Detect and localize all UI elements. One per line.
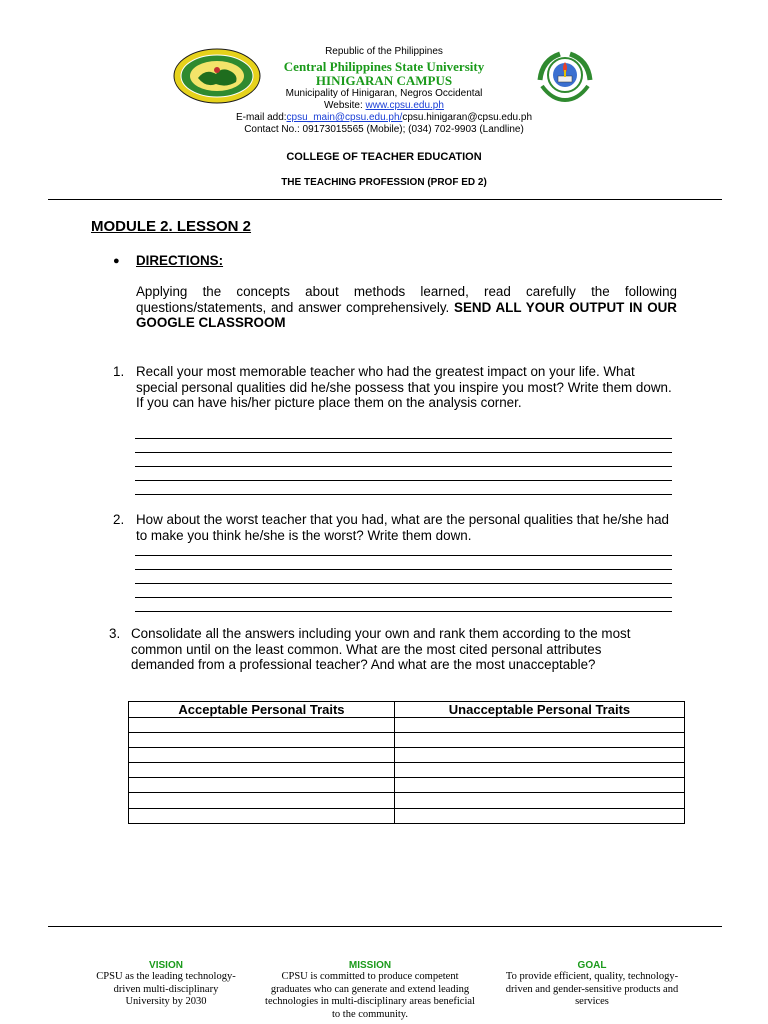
mission-text: CPSU is committed to produce competent graduates who can generate and extend leading technologies in multi-disciplinary areas beneficial to the community.	[265, 971, 475, 1020]
website-label: Website:	[324, 100, 366, 111]
answer-line	[135, 438, 672, 439]
table-row	[129, 793, 685, 808]
answer-line	[135, 480, 672, 481]
vision-block	[58, 960, 274, 1009]
answer-line	[135, 555, 672, 556]
directions-text	[136, 284, 677, 331]
footer-divider	[48, 926, 722, 927]
unacceptable-trait-cell[interactable]	[394, 808, 684, 823]
directions-label: DIRECTIONS:	[136, 253, 224, 268]
republic-line: Republic of the Philippines	[325, 46, 443, 57]
campus-name: HINIGARAN CAMPUS	[315, 73, 453, 88]
vision-label: VISION	[149, 960, 183, 971]
question-1-text: Recall your most memorable teacher who had the greatest impact on your life. What special personal qualities did he/she possess that you inspire you most? Write them down. If you can have his/her picture place them on the analysis corner.	[136, 364, 672, 410]
municipality-line: Municipality of Hinigaran, Negros Occidental	[285, 88, 483, 99]
answer-line	[135, 569, 672, 570]
table-row	[129, 808, 685, 823]
traits-header-row	[129, 702, 685, 718]
acceptable-trait-cell[interactable]	[129, 763, 395, 778]
question-3-number: 3.	[109, 626, 121, 641]
email-line	[0, 112, 768, 123]
header-divider	[48, 199, 722, 200]
unacceptable-traits-header: Unacceptable Personal Traits	[394, 702, 684, 718]
module-title: MODULE 2. LESSON 2	[91, 218, 252, 235]
contact-line: Contact No.: 09173015565 (Mobile); (034) 702-9903 (Landline)	[244, 124, 524, 135]
table-row	[129, 778, 685, 793]
acceptable-trait-cell[interactable]	[129, 808, 395, 823]
website-link[interactable]: www.cpsu.edu.ph	[365, 100, 444, 111]
table-row	[129, 733, 685, 748]
unacceptable-trait-cell[interactable]	[394, 748, 684, 763]
unacceptable-trait-cell[interactable]	[394, 778, 684, 793]
directions-body: Applying the concepts about methods learned, read carefully the following questions/statements, and answer comprehensively.	[136, 284, 677, 315]
goal-text: To provide efficient, quality, technology-driven and gender-sensitive products and services	[505, 971, 679, 1007]
acceptable-trait-cell[interactable]	[129, 748, 395, 763]
traits-table	[128, 701, 685, 824]
answer-line	[135, 494, 672, 495]
answer-line	[135, 597, 672, 598]
acceptable-trait-cell[interactable]	[129, 733, 395, 748]
goal-block	[484, 960, 700, 1009]
college-name: COLLEGE OF TEACHER EDUCATION	[286, 151, 482, 163]
email-link[interactable]: cpsu_main@cpsu.edu.ph/	[286, 112, 403, 123]
table-row	[129, 748, 685, 763]
email-label: E-mail add:	[235, 112, 287, 123]
acceptable-traits-header: Acceptable Personal Traits	[129, 702, 395, 718]
table-row	[129, 763, 685, 778]
question-2-text: How about the worst teacher that you had, what are the personal qualities that he/she had to make you think he/she is the worst? Write them down.	[136, 512, 669, 543]
unacceptable-trait-cell[interactable]	[394, 733, 684, 748]
question-3-text: Consolidate all the answers including your own and rank them according to the most common until on the least common. What are the most cited personal attributes demanded from a professional teacher? And what are the most unacceptable?	[131, 626, 631, 672]
goal-label: GOAL	[577, 960, 607, 971]
unacceptable-trait-cell[interactable]	[394, 793, 684, 808]
acceptable-trait-cell[interactable]	[129, 718, 395, 733]
university-name: Central Philippines State University	[283, 59, 485, 74]
directions-bullet: ●	[113, 255, 120, 267]
vision-text: CPSU as the leading technology-driven multi-disciplinary University by 2030	[96, 971, 236, 1007]
directions-emphasis: SEND ALL YOUR OUTPUT IN OUR GOOGLE CLASSROOM	[136, 299, 677, 330]
unacceptable-trait-cell[interactable]	[394, 718, 684, 733]
question-2-number: 2.	[113, 512, 125, 527]
unacceptable-trait-cell[interactable]	[394, 763, 684, 778]
table-row	[129, 718, 685, 733]
question-1-number: 1.	[113, 364, 125, 379]
answer-line	[135, 583, 672, 584]
answer-line	[135, 611, 672, 612]
course-title: THE TEACHING PROFESSION (PROF ED 2)	[281, 177, 487, 188]
answer-line	[135, 466, 672, 467]
acceptable-trait-cell[interactable]	[129, 778, 395, 793]
mission-block	[262, 960, 478, 1021]
email-secondary: cpsu.hinigaran@cpsu.edu.ph	[402, 112, 533, 123]
answer-line	[135, 452, 672, 453]
website-line	[0, 100, 768, 111]
acceptable-trait-cell[interactable]	[129, 793, 395, 808]
mission-label: MISSION	[348, 960, 392, 971]
